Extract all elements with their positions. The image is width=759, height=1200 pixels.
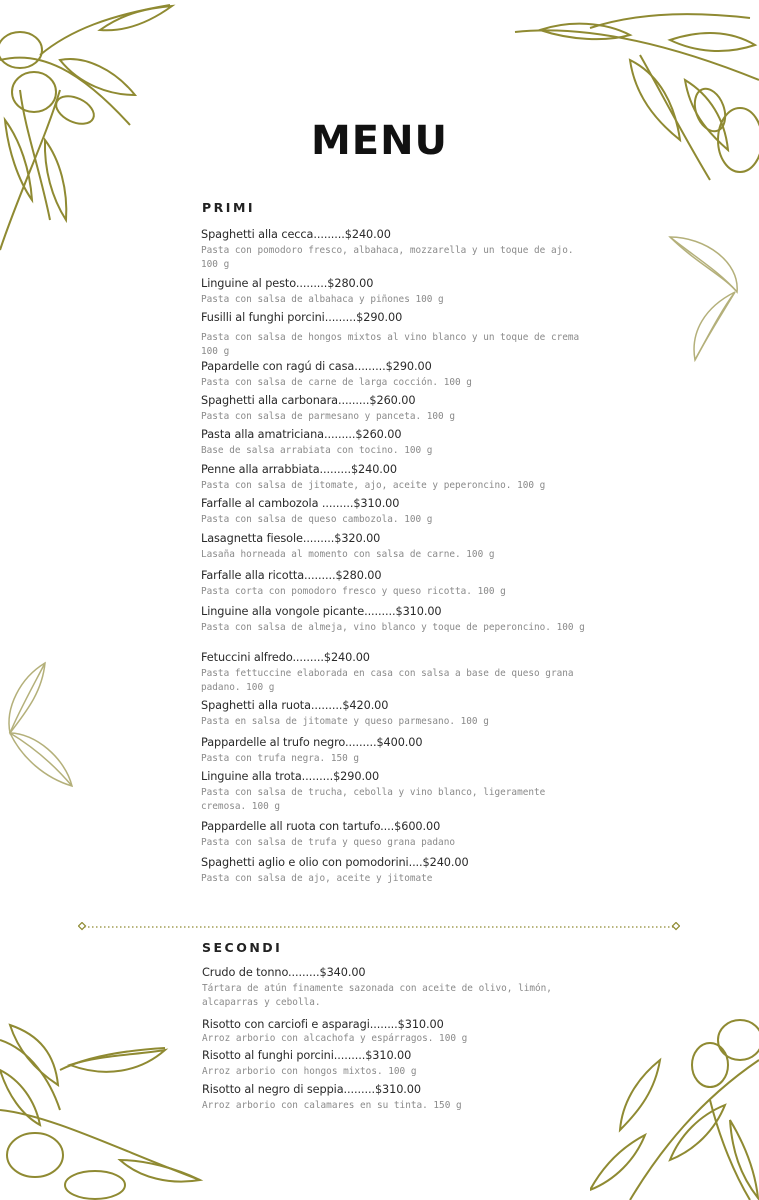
menu-item xyxy=(201,605,601,635)
menu-item xyxy=(201,228,601,272)
menu-item-description: Pasta fettuccine elaborada en casa con salsa a base de queso grana padano. 100 g xyxy=(201,668,574,693)
menu-item-title xyxy=(201,311,601,325)
menu-item-name: Fetuccini alfredo......... xyxy=(201,651,324,664)
menu-item-price: $240.00 xyxy=(350,463,397,476)
menu-item-name: Lasagnetta fiesole......... xyxy=(201,532,335,545)
menu-item-title xyxy=(201,394,601,408)
basil-leaf-right-icon xyxy=(665,232,745,362)
menu-item-title xyxy=(201,228,601,242)
menu-item-description: Lasaña horneada al momento con salsa de carne. 100 g xyxy=(201,549,495,560)
menu-item xyxy=(201,428,601,458)
menu-item-description: Pasta con salsa de albahaca y piñones 100 g xyxy=(201,294,444,305)
menu-item-description: Pasta con pomodoro fresco, albahaca, mozzarella y un toque de ajo. 100 g xyxy=(201,245,574,270)
menu-item-title xyxy=(201,736,601,750)
menu-item-title xyxy=(201,277,601,291)
menu-item-name: Spaghetti alla cecca......... xyxy=(201,228,345,241)
menu-item xyxy=(202,1018,602,1046)
menu-item-title xyxy=(201,605,601,619)
menu-item-price: $310.00 xyxy=(395,605,442,618)
menu-item-name: Pasta alla amatriciana......... xyxy=(201,428,356,441)
menu-item-title xyxy=(201,532,601,546)
menu-item-price: $290.00 xyxy=(385,360,432,373)
menu-item xyxy=(201,532,601,562)
menu-item-price: $280.00 xyxy=(327,277,374,290)
menu-item-description: Pasta con salsa de trucha, cebolla y vino blanco, ligeramente cremosa. 100 g xyxy=(201,787,546,812)
menu-title: MENU xyxy=(310,118,449,164)
menu-item xyxy=(201,820,601,850)
menu-item-price: $260.00 xyxy=(355,428,402,441)
menu-item xyxy=(201,699,601,729)
menu-item-name: Spaghetti alla carbonara......... xyxy=(201,394,370,407)
menu-item xyxy=(201,311,601,359)
menu-item-description: Pasta corta con pomodoro fresco y queso ricotta. 100 g xyxy=(201,586,506,597)
menu-item-title xyxy=(201,463,601,477)
menu-item-price: $310.00 xyxy=(374,1083,421,1096)
menu-item-description: Pasta con salsa de hongos mixtos al vino blanco y un toque de crema 100 g xyxy=(201,332,580,357)
menu-item-name: Pappardelle al trufo negro......... xyxy=(201,736,377,749)
menu-item-name: Risotto al funghi porcini......... xyxy=(202,1049,366,1062)
menu-item-name: Spaghetti alla ruota......... xyxy=(201,699,343,712)
menu-item-price: $280.00 xyxy=(335,569,382,582)
menu-item-description: Pasta con trufa negra. 150 g xyxy=(201,753,360,764)
menu-item-name: Pappardelle all ruota con tartufo.... xyxy=(201,820,395,833)
menu-item xyxy=(201,360,601,390)
menu-item-price: $310.00 xyxy=(397,1018,444,1031)
menu-item-title xyxy=(201,820,601,834)
menu-item-price: $400.00 xyxy=(376,736,423,749)
menu-item-price: $290.00 xyxy=(356,311,403,324)
menu-item-title xyxy=(201,569,601,583)
olive-branch-bottom-right-icon xyxy=(590,1010,759,1200)
menu-item-price: $240.00 xyxy=(323,651,370,664)
menu-item-name: Risotto al negro di seppia......... xyxy=(202,1083,375,1096)
menu-item-title xyxy=(202,1049,602,1063)
menu-item-price: $240.00 xyxy=(422,856,469,869)
menu-item xyxy=(201,569,601,599)
menu-item-name: Linguine alla trota......... xyxy=(201,770,334,783)
menu-item xyxy=(201,277,601,307)
menu-item-name: Linguine al pesto......... xyxy=(201,277,328,290)
menu-item-title xyxy=(202,1083,602,1097)
menu-item-name: Farfalle alla ricotta......... xyxy=(201,569,336,582)
menu-item-name: Risotto con carciofi e asparagi........ xyxy=(202,1018,398,1031)
menu-item-price: $240.00 xyxy=(344,228,391,241)
menu-item-description: Pasta con salsa de queso cambozola. 100 g xyxy=(201,514,433,525)
menu-item-description: Pasta con salsa de ajo, aceite y jitomate xyxy=(201,873,433,884)
basil-leaf-left-icon xyxy=(0,658,80,788)
menu-item-description: Arroz arborio con alcachofa y espárragos. 100 g xyxy=(202,1033,468,1044)
menu-item-price: $320.00 xyxy=(334,532,381,545)
menu-item xyxy=(201,856,601,886)
menu-item xyxy=(202,1049,602,1079)
menu-item-name: Penne alla arrabbiata......... xyxy=(201,463,351,476)
olive-branch-bottom-left-icon xyxy=(0,1010,205,1200)
menu-item-name: Linguine alla vongole picante......... xyxy=(201,605,396,618)
menu-item-price: $290.00 xyxy=(333,770,380,783)
menu-item xyxy=(202,966,602,1010)
menu-item-name: Farfalle al cambozola ......... xyxy=(201,497,354,510)
menu-item-description: Tártara de atún finamente sazonada con aceite de olivo, limón, alcaparras y cebolla. xyxy=(202,983,552,1008)
menu-item-description: Pasta con salsa de trufa y queso grana padano xyxy=(201,837,455,848)
menu-item-title xyxy=(201,360,601,374)
menu-item-description: Pasta con salsa de jitomate, ajo, aceite y peperoncino. 100 g xyxy=(201,480,546,491)
menu-item-name: Papardelle con ragú di casa......... xyxy=(201,360,386,373)
menu-item-description: Base de salsa arrabiata con tocino. 100 g xyxy=(201,445,433,456)
menu-item-title xyxy=(201,651,601,665)
menu-item-price: $310.00 xyxy=(365,1049,412,1062)
menu-item-title xyxy=(202,1018,602,1032)
section-heading-primi: PRIMI xyxy=(202,200,256,215)
menu-item-price: $420.00 xyxy=(342,699,389,712)
section-divider xyxy=(78,922,680,932)
menu-item xyxy=(201,770,601,814)
menu-item-title xyxy=(201,428,601,442)
menu-item-price: $340.00 xyxy=(319,966,366,979)
menu-item-price: $600.00 xyxy=(394,820,441,833)
menu-item-name: Spaghetti aglio e olio con pomodorini.... xyxy=(201,856,423,869)
menu-item-title xyxy=(201,699,601,713)
menu-item-price: $310.00 xyxy=(353,497,400,510)
menu-item xyxy=(201,497,601,527)
menu-item-price: $260.00 xyxy=(369,394,416,407)
menu-item-title xyxy=(201,856,601,870)
menu-item-description: Arroz arborio con calamares en su tinta. 150 g xyxy=(202,1100,462,1111)
menu-item-title xyxy=(202,966,602,980)
menu-item xyxy=(201,463,601,493)
menu-item-name: Crudo de tonno......... xyxy=(202,966,320,979)
menu-item-description: Pasta con salsa de almeja, vino blanco y toque de peperoncino. 100 g xyxy=(201,622,585,633)
menu-item-description: Arroz arborio con hongos mixtos. 100 g xyxy=(202,1066,417,1077)
section-heading-secondi: SECONDI xyxy=(202,940,283,955)
menu-item xyxy=(201,651,601,695)
menu-item-name: Fusilli al funghi porcini......... xyxy=(201,311,357,324)
menu-item-description: Pasta con salsa de parmesano y panceta. 100 g xyxy=(201,411,455,422)
menu-item-description: Pasta en salsa de jitomate y queso parmesano. 100 g xyxy=(201,716,489,727)
menu-item-title xyxy=(201,497,601,511)
menu-item-title xyxy=(201,770,601,784)
menu-item xyxy=(201,736,601,766)
menu-item-description: Pasta con salsa de carne de larga cocción. 100 g xyxy=(201,377,472,388)
menu-item xyxy=(201,394,601,424)
menu-item xyxy=(202,1083,602,1113)
